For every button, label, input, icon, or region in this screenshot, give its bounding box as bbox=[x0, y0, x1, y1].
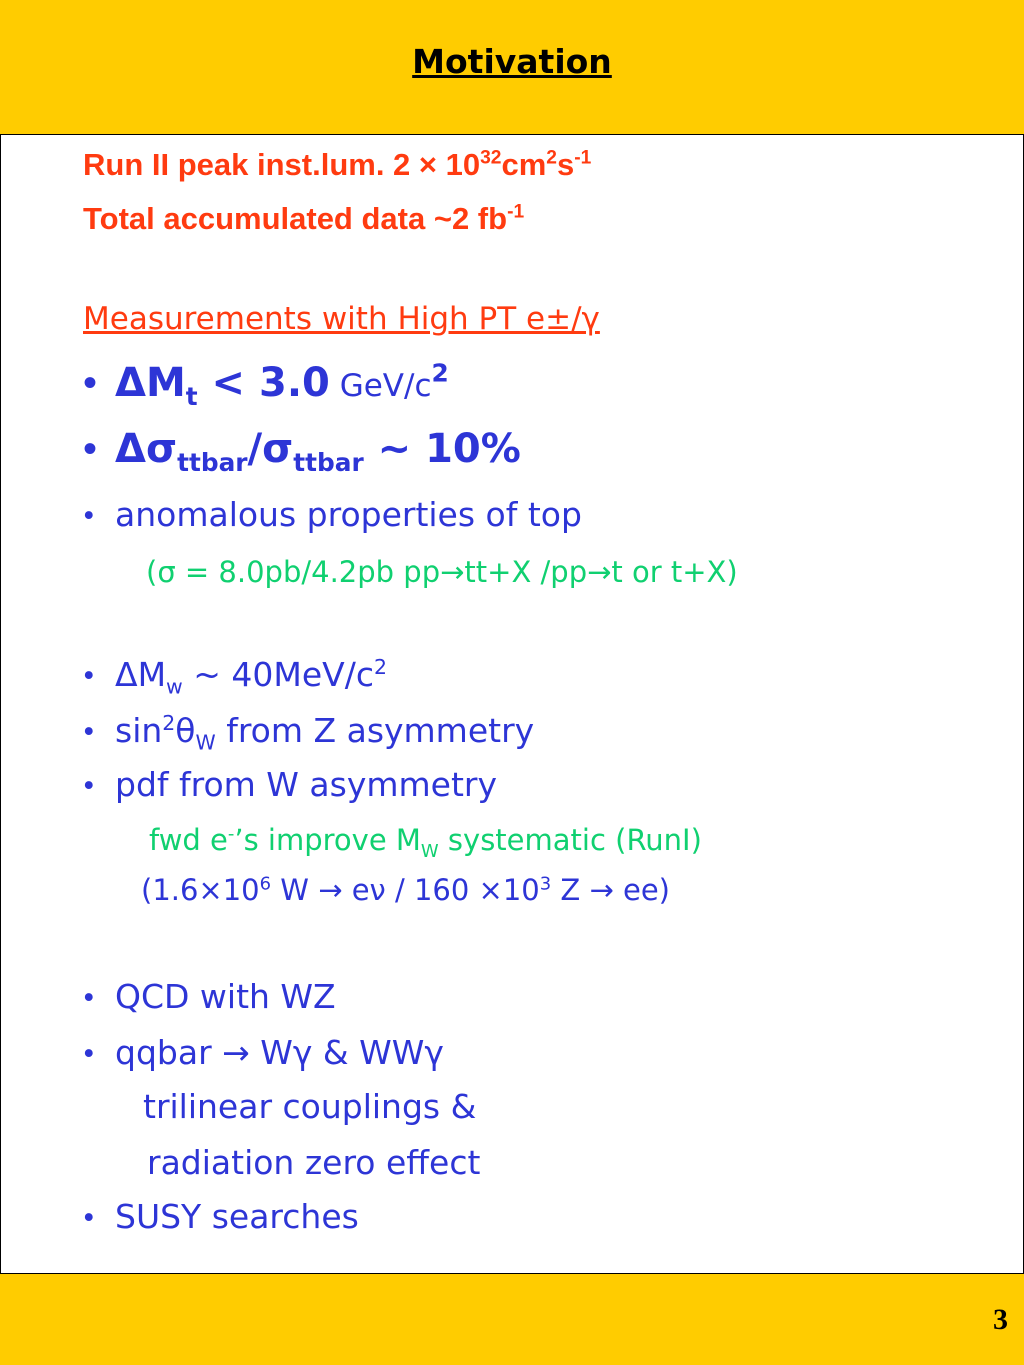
radiation-line: radiation zero effect bbox=[147, 1143, 481, 1182]
bullet-pdf: • pdf from W asymmetry bbox=[83, 765, 497, 804]
bullet-icon: • bbox=[83, 1200, 95, 1236]
bullet-weak-angle: • $\sin^2\theta_W$ from Z asymmetry bbox=[83, 711, 535, 755]
trilinear-line: trilinear couplings & bbox=[143, 1087, 477, 1126]
bullet-icon: • bbox=[83, 426, 98, 471]
event-counts-note: ($1.6\times 10^6$ $W \to e\nu / 160 \times 10^3$ Z → ee) bbox=[141, 873, 670, 907]
slide-title: Motivation bbox=[412, 42, 612, 81]
bullet-qcd: • QCD with WZ bbox=[83, 977, 336, 1016]
bullet-cross-section: • $\Delta\sigma_{ttbar}/\sigma_{ttbar}$ ~ 10% bbox=[83, 426, 521, 477]
bullet-susy: • SUSY searches bbox=[83, 1197, 359, 1236]
bullet-w-mass: • $\Delta M_w$ ~ $40MeV/c^2$ bbox=[83, 655, 388, 699]
bullet-icon: • bbox=[83, 658, 95, 694]
bullet-qqbar: • qqbar → Wγ & WWγ bbox=[83, 1033, 444, 1072]
anomalous-note: (σ = 8.0pb/4.2pb pp→tt+X /pp→t or t+X) bbox=[146, 555, 738, 589]
accumulated-data-line: Total accumulated data ~2 $fb^{-1}$ bbox=[83, 201, 525, 236]
bullet-icon: • bbox=[83, 360, 98, 405]
bullet-icon: • bbox=[83, 768, 95, 804]
bullet-top-mass: • $\Delta M_t < 3.0$ GeV/$c^2$ bbox=[83, 358, 449, 411]
bullet-anomalous: • anomalous properties of top bbox=[83, 495, 582, 534]
bullet-icon: • bbox=[83, 980, 95, 1016]
fwd-electrons-note: fwd e-’s improve $M_W$ systematic (RunI) bbox=[149, 823, 702, 862]
bullet-icon: • bbox=[83, 498, 95, 534]
bullet-icon: • bbox=[83, 1036, 95, 1072]
page-number: 3 bbox=[993, 1303, 1008, 1336]
content-panel bbox=[0, 134, 1024, 1274]
section-heading: Measurements with High PT e±/γ bbox=[83, 301, 600, 337]
bullet-icon: • bbox=[83, 714, 95, 750]
luminosity-line: Run II peak inst.lum. $2 \times 10^{32}cm^2s^{-1}$ bbox=[83, 147, 592, 182]
